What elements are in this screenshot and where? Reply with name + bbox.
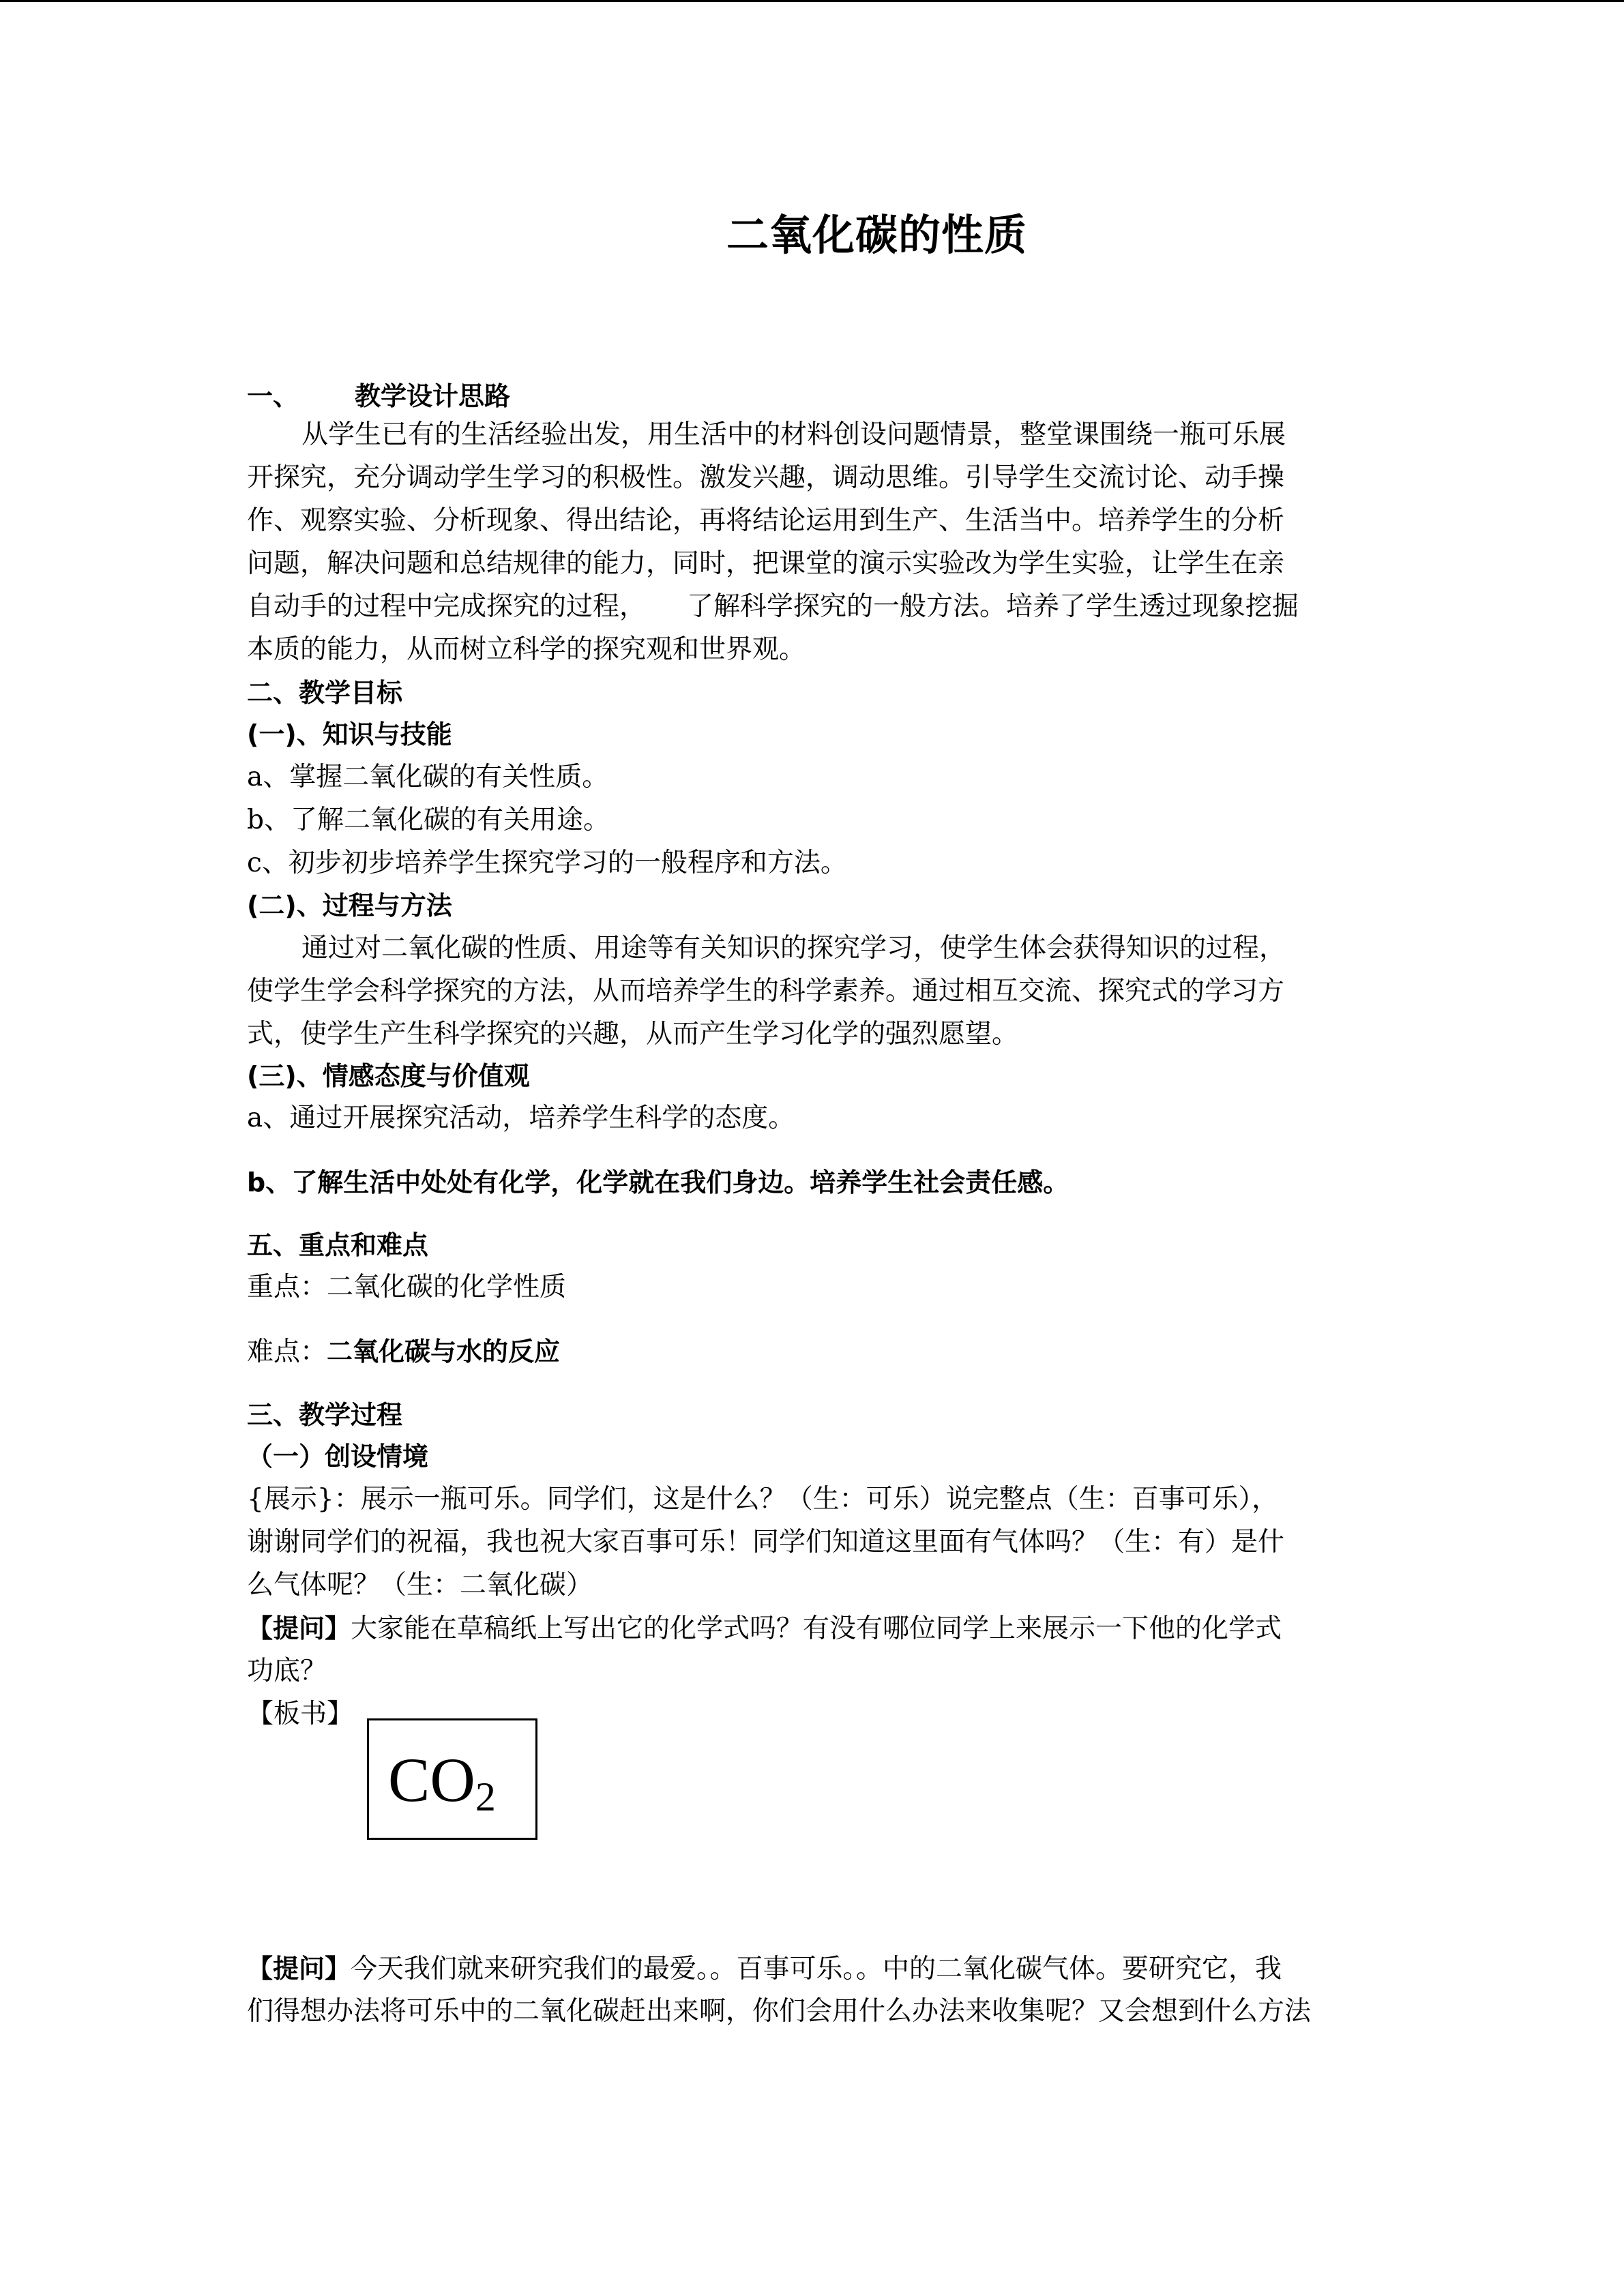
section-heading-1 — [247, 378, 510, 414]
section-title: 教学设计思路 — [355, 381, 511, 411]
section-heading-5: 五、重点和难点 — [247, 1230, 429, 1260]
list-item: b、了解生活中处处有化学，化学就在我们身边。培养学生社会责任感。 — [247, 1167, 1069, 1197]
section-heading-2: 二、教学目标 — [247, 678, 403, 708]
paragraph-line: 本质的能力，从而树立科学的探究观和世界观。 — [247, 634, 806, 665]
subsection-heading: (一)、知识与技能 — [247, 719, 452, 749]
list-item: a、掌握二氧化碳的有关性质。 — [247, 762, 609, 792]
paragraph-fragment: 自动手的过程中完成探究的过程， — [247, 591, 647, 622]
formula-main: CO — [388, 1745, 475, 1815]
board-tag: 【板书】 — [247, 1699, 354, 1729]
paragraph-line: 么气体呢？（生：二氧化碳） — [247, 1570, 593, 1600]
difficult-point-text: 二氧化碳与水的反应 — [327, 1337, 561, 1367]
question-line — [247, 1951, 1282, 1987]
subsection-heading: (二)、过程与方法 — [247, 891, 452, 921]
question-line — [247, 1611, 1282, 1647]
question-text: 大家能在草稿纸上写出它的化学式吗？有没有哪位同学上来展示一下他的化学式 — [351, 1613, 1282, 1644]
difficult-point-label: 难点： — [247, 1337, 327, 1367]
paragraph-line: 式，使学生产生科学探究的兴趣，从而产生学习化学的强烈愿望。 — [247, 1019, 1019, 1049]
paragraph-line: 谢谢同学们的祝福，我也祝大家百事可乐！同学们知道这里面有气体吗？（生：有）是什 — [247, 1527, 1285, 1557]
co2-formula-box — [367, 1718, 537, 1840]
paragraph-fragment: 了解科学探究的一般方法。培养了学生透过现象挖掘 — [687, 591, 1299, 622]
document-title: 二氧化碳的性质 — [726, 210, 1027, 260]
paragraph-line: 从学生已有的生活经验出发，用生活中的材料创设问题情景，整堂课围绕一瓶可乐展 — [301, 419, 1286, 450]
paragraph-line: 开探究，充分调动学生学习的积极性。激发兴趣，调动思维。引导学生交流讨论、动手操 — [247, 462, 1285, 493]
paragraph-line: 们得想办法将可乐中的二氧化碳赶出来啊，你们会用什么办法来收集呢？又会想到什么方法 — [247, 1996, 1312, 2027]
paragraph-line — [247, 589, 1299, 625]
formula-subscript: 2 — [475, 1774, 496, 1819]
paragraph-line: 问题，解决问题和总结规律的能力，同时，把课堂的演示实验改为学生实验，让学生在亲 — [247, 548, 1285, 579]
question-text: 今天我们就来研究我们的最爱。。百事可乐。。中的二氧化碳气体。要研究它，我 — [351, 1954, 1282, 1984]
section-number: 一、 — [247, 381, 299, 411]
list-item: b、了解二氧化碳的有关用途。 — [247, 805, 610, 835]
difficult-point — [247, 1334, 560, 1370]
co2-formula — [388, 1742, 496, 1834]
subsection-heading: (三)、情感态度与价值观 — [247, 1061, 530, 1091]
paragraph-line: 功底？ — [247, 1656, 327, 1686]
paragraph-line: 通过对二氧化碳的性质、用途等有关知识的探究学习，使学生体会获得知识的过程， — [301, 933, 1286, 964]
paragraph-line: 作、观察实验、分析现象、得出结论，再将结论运用到生产、生活当中。培养学生的分析 — [247, 505, 1285, 536]
list-item: a、通过开展探究活动，培养学生科学的态度。 — [247, 1103, 795, 1133]
section-heading-3: 三、教学过程 — [247, 1400, 403, 1430]
paragraph-line: 使学生学会科学探究的方法，从而培养学生的科学素养。通过相互交流、探究式的学习方 — [247, 976, 1285, 1007]
subsection-heading: （一）创设情境 — [247, 1442, 429, 1472]
list-item: c、初步初步培养学生探究学习的一般程序和方法。 — [247, 848, 847, 878]
paragraph-line: {展示}：展示一瓶可乐。同学们，这是什么？（生：可乐）说完整点（生：百事可乐）， — [247, 1484, 1279, 1515]
question-tag: 【提问】 — [247, 1613, 351, 1643]
key-point: 重点：二氧化碳的化学性质 — [247, 1272, 567, 1302]
question-tag: 【提问】 — [247, 1954, 351, 1984]
